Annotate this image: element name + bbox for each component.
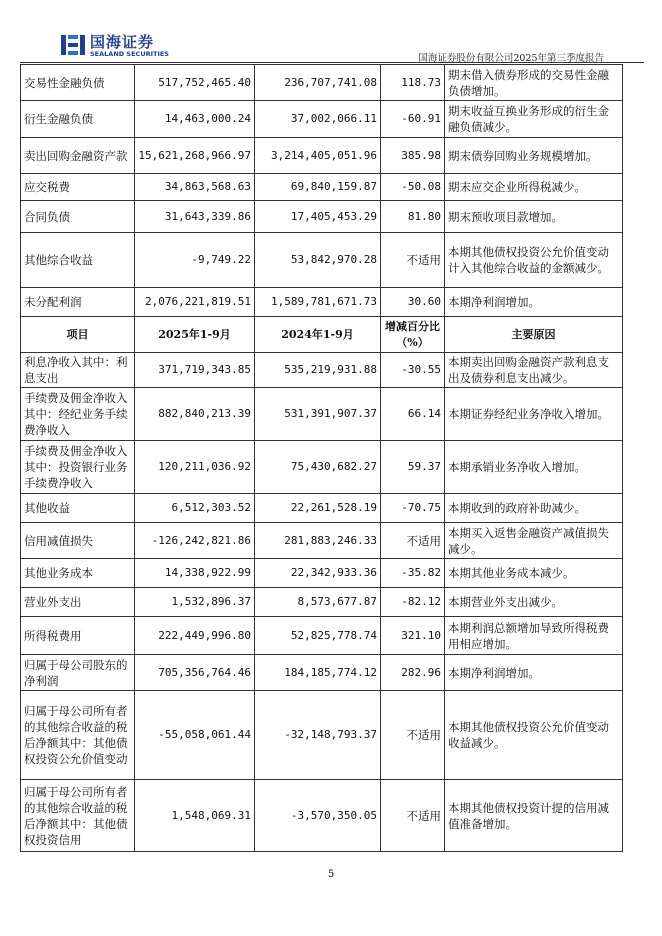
row-change-pct: 59.37: [381, 441, 445, 494]
row-reason: 本期其他债权投资计提的信用减值准备增加。: [445, 780, 623, 852]
table-row: [21, 523, 623, 559]
header-divider: [20, 62, 644, 63]
row-item: 其他综合收益: [21, 233, 135, 288]
header-change-pct: 增减百分比（%）: [381, 317, 445, 353]
row-current-value: 31,643,339.86: [135, 201, 255, 233]
logo-chinese-name: 国海证券: [90, 33, 155, 51]
header-reason: 主要原因: [445, 317, 623, 353]
row-prior-value: 22,261,528.19: [255, 494, 381, 523]
row-current-value: 882,840,213.39: [135, 388, 255, 441]
row-item: 应交税费: [21, 174, 135, 201]
table-row: [21, 65, 623, 101]
table-row: [21, 201, 623, 233]
table-row: [21, 138, 623, 174]
row-prior-value: 1,589,781,671.73: [255, 288, 381, 317]
row-prior-value: 17,405,453.29: [255, 201, 381, 233]
row-prior-value: 236,707,741.08: [255, 65, 381, 101]
row-reason: 本期净利润增加。: [445, 655, 623, 691]
table-header-row: [21, 317, 623, 353]
row-reason: 本期买入返售金融资产减值损失减少。: [445, 523, 623, 559]
row-change-pct: 282.96: [381, 655, 445, 691]
row-current-value: 1,548,069.31: [135, 780, 255, 852]
header-current-period: 2025年1-9月: [135, 317, 255, 353]
row-change-pct: 66.14: [381, 388, 445, 441]
row-change-pct: 不适用: [381, 523, 445, 559]
row-change-pct: -82.12: [381, 588, 445, 617]
row-prior-value: 69,840,159.87: [255, 174, 381, 201]
row-item: 衍生金融负债: [21, 101, 135, 138]
row-item: 未分配利润: [21, 288, 135, 317]
row-current-value: -126,242,821.86: [135, 523, 255, 559]
row-prior-value: 37,002,066.11: [255, 101, 381, 138]
row-current-value: 6,512,303.52: [135, 494, 255, 523]
row-item: 手续费及佣金净收入其中：经纪业务手续费净收入: [21, 388, 135, 441]
row-current-value: -9,749.22: [135, 233, 255, 288]
row-item: 手续费及佣金净收入其中：投资银行业务手续费净收入: [21, 441, 135, 494]
sealand-logo-icon: [60, 32, 86, 58]
row-prior-value: 22,342,933.36: [255, 559, 381, 588]
row-current-value: 517,752,465.40: [135, 65, 255, 101]
row-prior-value: 3,214,405,051.96: [255, 138, 381, 174]
row-change-pct: 不适用: [381, 780, 445, 852]
table-row: [21, 288, 623, 317]
row-prior-value: 535,219,931.88: [255, 353, 381, 388]
row-prior-value: 53,842,970.28: [255, 233, 381, 288]
row-item: 营业外支出: [21, 588, 135, 617]
row-current-value: 371,719,343.85: [135, 353, 255, 388]
row-reason: 期末债券回购业务规模增加。: [445, 138, 623, 174]
row-current-value: 14,338,922.99: [135, 559, 255, 588]
table-row: [21, 780, 623, 852]
row-reason: 本期利润总额增加导致所得税费用相应增加。: [445, 617, 623, 655]
row-change-pct: -60.91: [381, 101, 445, 138]
row-change-pct: 385.98: [381, 138, 445, 174]
row-prior-value: 531,391,907.37: [255, 388, 381, 441]
table-row: [21, 353, 623, 388]
row-item: 交易性金融负债: [21, 65, 135, 101]
table-row: [21, 441, 623, 494]
row-item: 卖出回购金融资产款: [21, 138, 135, 174]
row-reason: 本期其他债权投资公允价值变动计入其他综合收益的金额减少。: [445, 233, 623, 288]
row-prior-value: -32,148,793.37: [255, 691, 381, 780]
row-prior-value: 281,883,246.33: [255, 523, 381, 559]
row-item: 所得税费用: [21, 617, 135, 655]
logo-english-name: SEALAND SECURITIES: [90, 50, 169, 58]
row-change-pct: 321.10: [381, 617, 445, 655]
table-row: [21, 388, 623, 441]
table-row: [21, 101, 623, 138]
row-prior-value: 184,185,774.12: [255, 655, 381, 691]
row-current-value: 1,532,896.37: [135, 588, 255, 617]
row-reason: 本期证券经纪业务净收入增加。: [445, 388, 623, 441]
row-item: 其他收益: [21, 494, 135, 523]
row-change-pct: 30.60: [381, 288, 445, 317]
row-reason: 本期承销业务净收入增加。: [445, 441, 623, 494]
row-reason: 期末收益互换业务形成的衍生金融负债减少。: [445, 101, 623, 138]
row-change-pct: -35.82: [381, 559, 445, 588]
table-row: [21, 174, 623, 201]
row-item: 归属于母公司所有者的其他综合收益的税后净额其中：其他债权投资信用: [21, 780, 135, 852]
row-change-pct: 不适用: [381, 691, 445, 780]
table-row: [21, 617, 623, 655]
row-prior-value: 75,430,682.27: [255, 441, 381, 494]
row-current-value: 14,463,000.24: [135, 101, 255, 138]
row-reason: 期末预收项目款增加。: [445, 201, 623, 233]
row-current-value: 15,621,268,966.97: [135, 138, 255, 174]
row-current-value: 222,449,996.80: [135, 617, 255, 655]
financial-change-table: [20, 64, 623, 852]
table-row: [21, 233, 623, 288]
table-row: [21, 588, 623, 617]
row-reason: 本期净利润增加。: [445, 288, 623, 317]
row-item: 合同负债: [21, 201, 135, 233]
table-row: [21, 655, 623, 691]
table-row: [21, 559, 623, 588]
row-prior-value: 8,573,677.87: [255, 588, 381, 617]
row-change-pct: 81.80: [381, 201, 445, 233]
report-title: 国海证券股份有限公司2025年第三季度报告: [418, 53, 604, 64]
row-reason: 本期收到的政府补助减少。: [445, 494, 623, 523]
row-change-pct: 不适用: [381, 233, 445, 288]
row-prior-value: -3,570,350.05: [255, 780, 381, 852]
page-number: 5: [327, 869, 335, 880]
row-item: 其他业务成本: [21, 559, 135, 588]
page-header: [0, 0, 662, 64]
row-current-value: 2,076,221,819.51: [135, 288, 255, 317]
row-change-pct: -50.08: [381, 174, 445, 201]
row-item: 利息净收入其中：利息支出: [21, 353, 135, 388]
row-reason: 本期营业外支出减少。: [445, 588, 623, 617]
row-change-pct: -30.55: [381, 353, 445, 388]
row-change-pct: 118.73: [381, 65, 445, 101]
header-item: 项目: [21, 317, 135, 353]
row-current-value: -55,058,061.44: [135, 691, 255, 780]
row-change-pct: -70.75: [381, 494, 445, 523]
row-item: 归属于母公司所有者的其他综合收益的税后净额其中：其他债权投资公允价值变动: [21, 691, 135, 780]
row-reason: 本期其他债权投资公允价值变动收益减少。: [445, 691, 623, 780]
row-reason: 期末借入债券形成的交易性金融负债增加。: [445, 65, 623, 101]
row-item: 归属于母公司股东的净利润: [21, 655, 135, 691]
row-current-value: 34,863,568.63: [135, 174, 255, 201]
table-row: [21, 494, 623, 523]
row-prior-value: 52,825,778.74: [255, 617, 381, 655]
row-reason: 本期卖出回购金融资产款利息支出及债券利息支出减少。: [445, 353, 623, 388]
row-reason: 期末应交企业所得税减少。: [445, 174, 623, 201]
header-prior-period: 2024年1-9月: [255, 317, 381, 353]
company-logo: [60, 30, 190, 64]
row-item: 信用减值损失: [21, 523, 135, 559]
row-current-value: 705,356,764.46: [135, 655, 255, 691]
row-current-value: 120,211,036.92: [135, 441, 255, 494]
table-row: [21, 691, 623, 780]
row-reason: 本期其他业务成本减少。: [445, 559, 623, 588]
